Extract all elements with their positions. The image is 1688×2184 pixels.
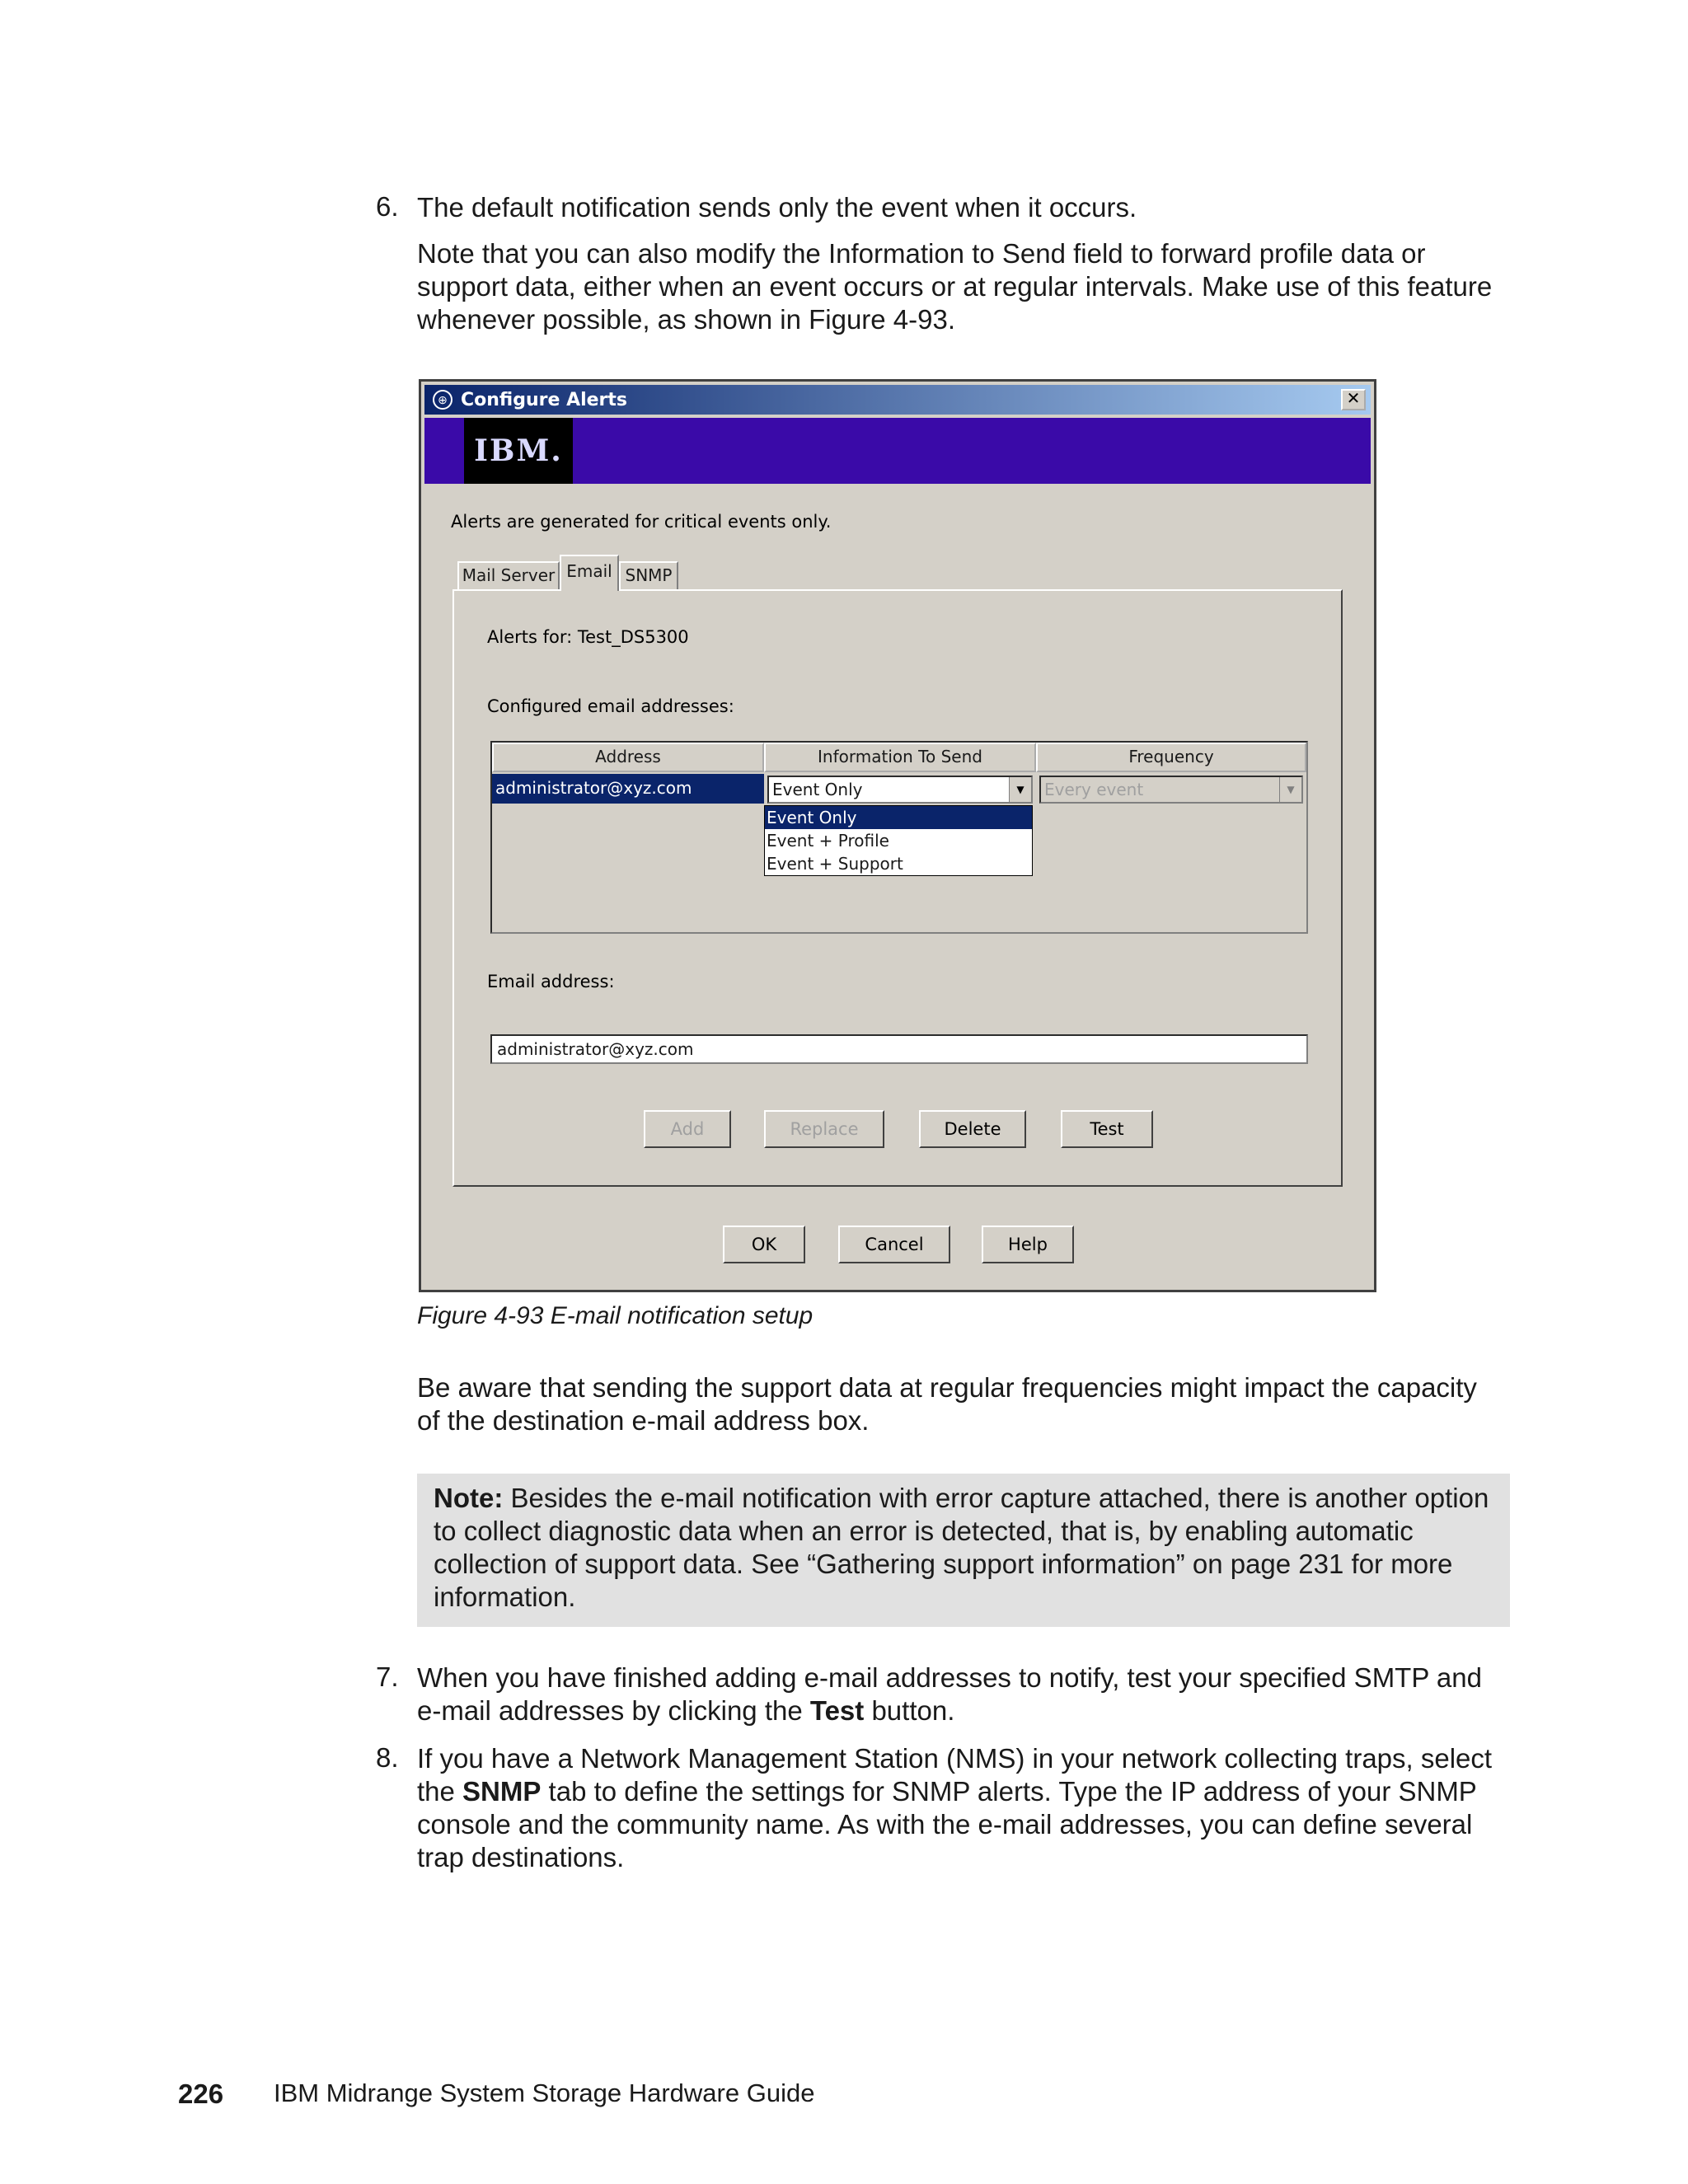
email-address-table [490, 741, 1308, 934]
replace-button[interactable]: Replace [764, 1110, 884, 1148]
note-text [434, 1482, 1497, 1614]
note-body: Besides the e-mail notification with error capture attached, there is another option to collect diagnostic data when an error is detected, that is, by enabling automatic collection of support data. See “Gathering support information” on page 231 for more information. [434, 1483, 1489, 1612]
dialog-title: Configure Alerts [461, 390, 628, 410]
add-button[interactable]: Add [644, 1110, 731, 1148]
step-8-text-a: If you have a Network Management Station (NMS) in your network collecting traps, select the [417, 1743, 1493, 1807]
delete-button[interactable]: Delete [919, 1110, 1026, 1148]
step-8-bold: SNMP [462, 1776, 542, 1807]
configured-email-label: Configured email addresses: [487, 696, 734, 716]
ibm-banner [424, 418, 1371, 484]
help-button[interactable]: Help [982, 1226, 1074, 1263]
email-address-input[interactable]: administrator@xyz.com [490, 1034, 1308, 1064]
info-to-send-value: Event Only [772, 780, 863, 799]
close-button[interactable]: ✕ [1341, 389, 1366, 410]
step-7-text-b: button. [864, 1695, 955, 1726]
dialog-titlebar [424, 385, 1371, 415]
tab-snmp[interactable]: SNMP [619, 561, 678, 589]
step-8-number: 8. [376, 1742, 399, 1773]
info-to-send-dropdown [764, 805, 1033, 876]
after-figure-paragraph: Be aware that sending the support data at regular frequencies might impact the capacity of the destination e-mail address box. [417, 1372, 1477, 1436]
note-box [417, 1474, 1510, 1627]
address-column-header[interactable]: Address [492, 743, 764, 772]
dropdown-option-event-support[interactable]: Event + Support [767, 854, 903, 874]
frequency-value: Every event [1044, 780, 1144, 799]
ibm-logo: IBM. [464, 418, 573, 484]
book-title: IBM Midrange System Storage Hardware Guide [274, 2079, 815, 2107]
test-button[interactable]: Test [1061, 1110, 1153, 1148]
intro-note-paragraph: Note that you can also modify the Information to Send field to forward profile data or support data, either when an event occurs or at regular intervals. Make use of this feature whenever possible, as shown in Figure 4-93. [417, 238, 1493, 335]
configure-alerts-dialog [419, 379, 1376, 1292]
chevron-down-icon[interactable]: ▼ [1279, 777, 1301, 802]
figure-caption: Figure 4-93 E-mail notification setup [417, 1302, 814, 1329]
tab-email[interactable]: Email [560, 555, 619, 591]
step-6-number: 6. [376, 191, 399, 222]
alert-info-text: Alerts are generated for critical events only. [451, 512, 832, 532]
step-7-bold: Test [809, 1695, 865, 1726]
info-column-header[interactable]: Information To Send [764, 743, 1036, 772]
step-7-text [417, 1661, 1505, 1727]
info-to-send-select[interactable] [767, 776, 1033, 804]
step-7-number: 7. [376, 1661, 399, 1692]
globe-icon: ⊕ [433, 390, 452, 410]
cancel-button[interactable]: Cancel [838, 1226, 950, 1263]
step-8-text-b: tab to define the settings for SNMP alerts. Type the IP address of your SNMP console and the community name. As with the e-mail addresses, you can define several trap destinations. [417, 1776, 1477, 1872]
frequency-select[interactable] [1039, 776, 1303, 804]
tab-mail-server[interactable]: Mail Server [457, 561, 560, 589]
table-row-address[interactable]: administrator@xyz.com [492, 774, 764, 804]
note-label: Note: [434, 1483, 504, 1513]
email-address-label: Email address: [487, 972, 615, 991]
page-number: 226 [178, 2079, 224, 2109]
chevron-down-icon[interactable]: ▼ [1009, 777, 1031, 802]
ok-button[interactable]: OK [723, 1226, 805, 1263]
step-6-text: The default notification sends only the event when it occurs. [417, 192, 1137, 223]
alerts-for-label: Alerts for: Test_DS5300 [487, 627, 689, 647]
frequency-column-header[interactable]: Frequency [1036, 743, 1306, 772]
step-8-text [417, 1742, 1505, 1874]
dropdown-option-event-only[interactable]: Event Only [765, 806, 1032, 829]
step-7-text-a: When you have finished adding e-mail addresses to notify, test your specified SMTP and e-mail addresses by clicking the [417, 1662, 1482, 1726]
dropdown-option-event-profile[interactable]: Event + Profile [767, 831, 889, 851]
